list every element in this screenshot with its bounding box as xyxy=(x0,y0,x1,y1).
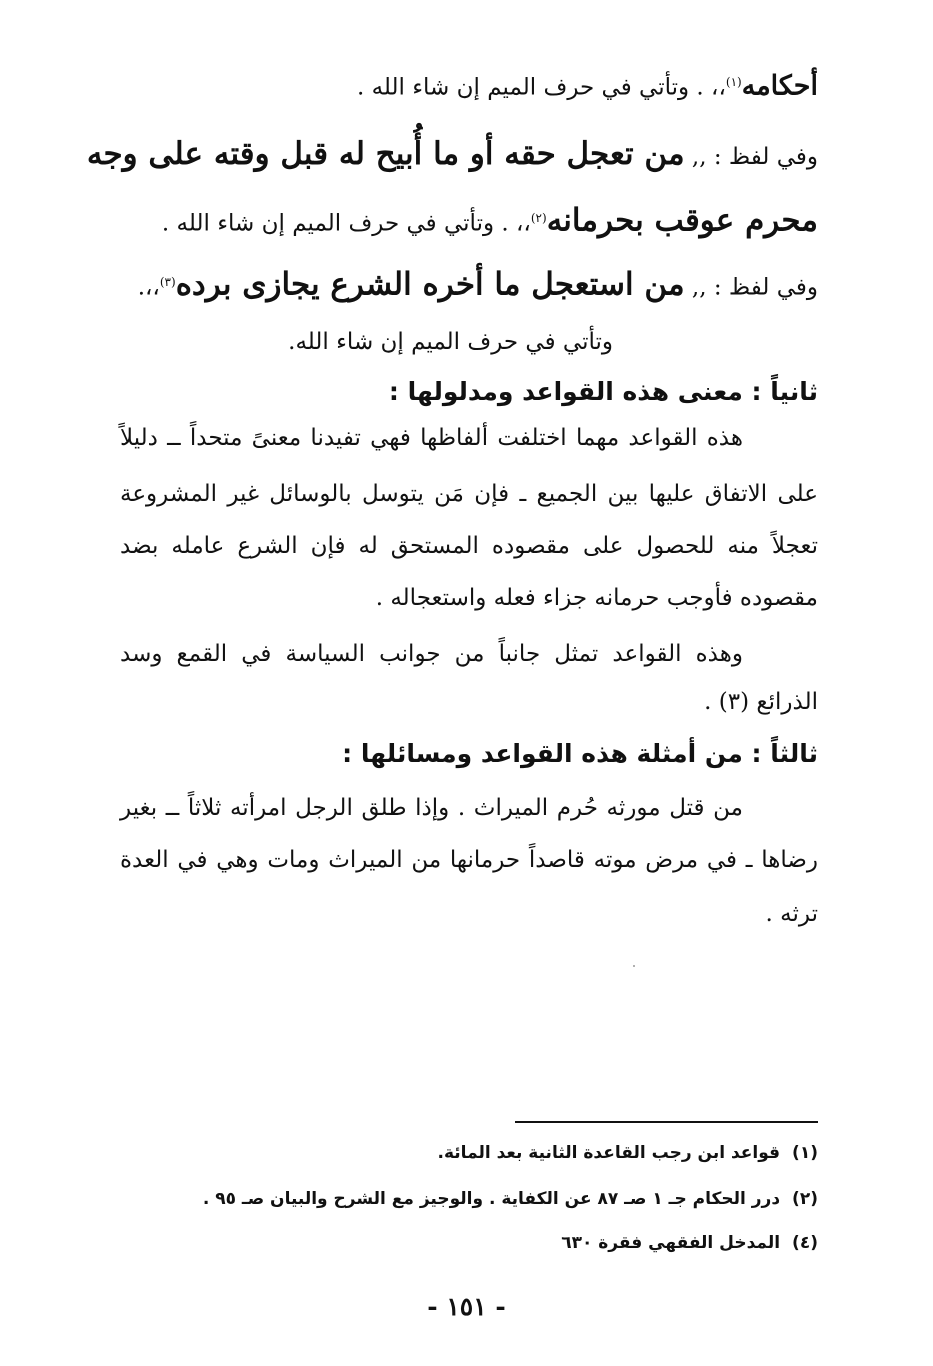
paragraph-line: هذه القواعد مهما اختلفت ألفاظها فهي تفيدنا معنىً متحداً ــ دليلاً xyxy=(120,425,743,451)
text-line xyxy=(120,198,818,244)
footnote xyxy=(120,1138,818,1168)
footnote xyxy=(120,1184,818,1214)
bold-term: أحكامه xyxy=(741,70,818,102)
paragraph-line: من قتل مورثه حُرم الميراث . وإذا طلق الرجل امرأته ثلاثاً ــ بغير xyxy=(120,795,743,821)
speck xyxy=(633,965,635,967)
paragraph-line: ترثه . xyxy=(765,901,818,927)
footnote-text: درر الحكام جـ ١ صـ ٨٧ عن الكفاية . والوجيز مع الشرح والبيان صـ ٩٥ . xyxy=(202,1189,781,1209)
text-line xyxy=(86,134,818,177)
line-text: وتأتي في حرف الميم إن شاء الله. xyxy=(288,329,613,355)
paragraph-line: تعجلاً منه للحصول على مقصوده المستحق له فإن الشرع عامله بضد xyxy=(120,533,818,559)
line-text: وفي لفظ : ,, xyxy=(684,274,818,301)
paragraph-line: مقصوده فأوجب حرمانه جزاء فعله واستعجاله . xyxy=(375,585,818,611)
footnote xyxy=(120,1228,818,1258)
line-text: ،، . وتأتي في حرف الميم إن شاء الله . xyxy=(161,210,531,237)
paragraph-line: الذرائع (٣) . xyxy=(704,689,818,715)
line-text: ،، . وتأتي في حرف الميم إن شاء الله . xyxy=(356,74,726,101)
section-heading: ثالثاً : من أمثلة هذه القواعد ومسائلها : xyxy=(342,739,818,768)
paragraph-line: على الاتفاق عليها بين الجميع ـ فإن مَن يتوسل بالوسائل غير المشروعة xyxy=(120,481,818,507)
footnote-ref: (٢) xyxy=(530,211,547,225)
section-heading: ثانياً : معنى هذه القواعد ومدلولها : xyxy=(388,377,818,406)
rule-statement: من استعجل ما أخره الشرع يجازى برده xyxy=(175,266,685,303)
footnote-number: (٢) xyxy=(792,1189,818,1209)
footnote-ref: (٣) xyxy=(159,275,176,289)
footnote-text: قواعد ابن رجب القاعدة الثانية بعد المائة. xyxy=(437,1143,781,1163)
footnote-number: (٤) xyxy=(792,1233,818,1253)
line-text: ،،. xyxy=(137,274,160,301)
footnote-text: المدخل الفقهي فقرة ٦٣٠ xyxy=(561,1233,781,1253)
paragraph-line: رضاها ـ في مرض موته قاصداً حرمانها من الميراث ومات وهي في العدة xyxy=(120,847,818,873)
text-line xyxy=(120,62,818,108)
footnote-ref: (١) xyxy=(725,75,742,89)
line-text: وفي لفظ : ,, xyxy=(684,144,818,170)
text-line xyxy=(120,322,613,362)
footnote-number: (١) xyxy=(792,1143,818,1163)
text-line xyxy=(120,262,818,308)
rule-statement: محرم عوقب بحرمانه xyxy=(546,202,818,239)
page-number: - ١٥١ - xyxy=(427,1292,506,1321)
rule-statement: من تعجل حقه أو ما أُبيح له قبل وقته على وجه xyxy=(86,136,685,172)
footnote-separator xyxy=(515,1121,818,1123)
paragraph-line: وهذه القواعد تمثل جانباً من جوانب السياسة في القمع وسد xyxy=(120,641,743,667)
